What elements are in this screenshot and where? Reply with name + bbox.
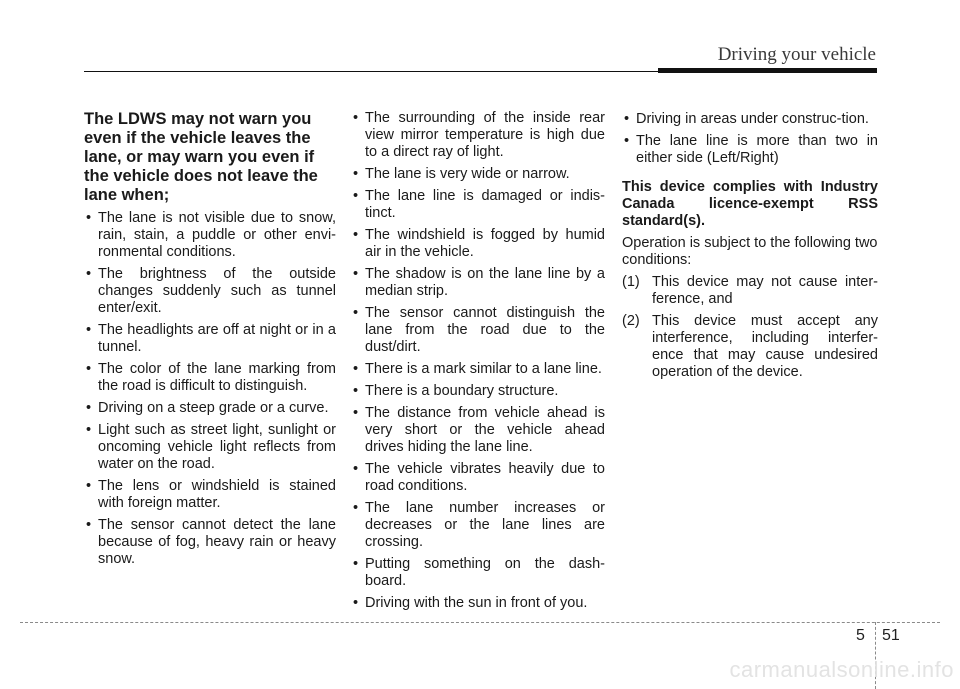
list-item: • The sensor cannot distinguish the lane from the road due to the dust/dirt. (351, 305, 605, 356)
list-item: • Driving on a steep grade or a curve. (84, 400, 336, 417)
list-item: • The lane is very wide or narrow. (351, 166, 605, 183)
list-item: • The distance from vehicle ahead is very short or the vehicle ahead drives hiding the lane line. (351, 405, 605, 456)
list-item: • The shadow is on the lane line by a median strip. (351, 266, 605, 300)
watermark: carmanualsonline.info (729, 657, 954, 682)
list-item: • Driving with the sun in front of you. (351, 595, 605, 612)
compliance-statement: This device complies with Industry Canada licence-exempt RSS standard(s). (622, 179, 878, 229)
header-rule-accent (658, 68, 877, 73)
condition-list-left (84, 210, 336, 568)
condition-item (622, 313, 878, 381)
condition-list-right (622, 111, 878, 167)
condition-number: (1) (622, 274, 640, 290)
list-item: • The headlights are off at night or in a tunnel. (84, 322, 336, 356)
list-item: • The lane line is damaged or indis-tinct. (351, 188, 605, 222)
section-title: Driving your vehicle (717, 44, 876, 65)
list-item: • Driving in areas under construc-tion. (622, 111, 878, 128)
condition-text: This device may not cause inter-ference, and (652, 274, 878, 307)
condition-number: (2) (622, 313, 640, 329)
footer-rule (20, 622, 940, 623)
list-item: • Putting something on the dash-board. (351, 556, 605, 590)
list-item: • The lane is not visible due to snow, rain, stain, a puddle or other envi-ronmental conditions. (84, 210, 336, 261)
list-item: • The lane number increases or decreases or the lane lines are crossing. (351, 500, 605, 551)
conditions-list (622, 274, 878, 381)
list-item: • The color of the lane marking from the road is difficult to distinguish. (84, 361, 336, 395)
list-item: • The surrounding of the inside rear view mirror temperature is high due to a direct ray of light. (351, 110, 605, 161)
column-right (622, 111, 878, 386)
list-item: • The vehicle vibrates heavily due to road conditions. (351, 461, 605, 495)
list-item: • The lens or windshield is stained with foreign matter. (84, 478, 336, 512)
condition-item (622, 274, 878, 308)
condition-list-middle (351, 110, 605, 612)
list-item: • Light such as street light, sunlight or oncoming vehicle light reflects from water on the road. (84, 422, 336, 473)
condition-text: This device must accept any interference, including interfer-ence that may cause undesired operation of the device. (652, 313, 878, 380)
header-rule (84, 71, 658, 72)
list-item: • There is a mark similar to a lane line. (351, 361, 605, 378)
ldws-heading: The LDWS may not warn you even if the vehicle leaves the lane, or may warn you even if the vehicle does not leave the lane when; (84, 110, 318, 204)
list-item: • The windshield is fogged by humid air in the vehicle. (351, 227, 605, 261)
list-item: • The brightness of the outside changes suddenly such as tunnel enter/exit. (84, 266, 336, 317)
operation-statement: Operation is subject to the following two conditions: (622, 235, 878, 268)
page-number: 51 (882, 627, 900, 644)
column-left (84, 110, 336, 573)
chapter-number: 5 (856, 627, 865, 644)
list-item: • The lane line is more than two in either side (Left/Right) (622, 133, 878, 167)
list-item: • The sensor cannot detect the lane because of fog, heavy rain or heavy snow. (84, 517, 336, 568)
column-middle (351, 110, 605, 617)
list-item: • There is a boundary structure. (351, 383, 605, 400)
